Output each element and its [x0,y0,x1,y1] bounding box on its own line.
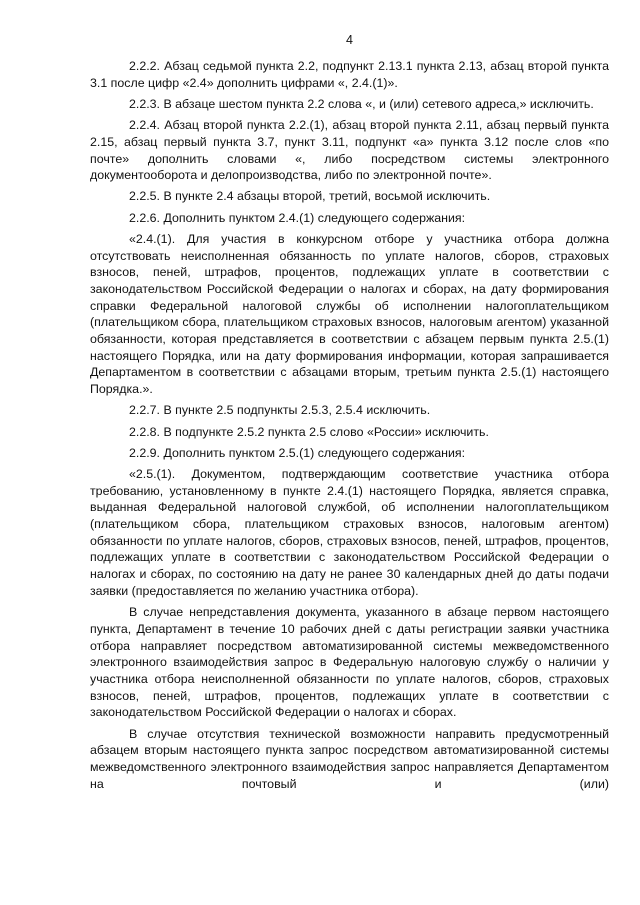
paragraph-no-technical-possibility: В случае отсутствия технической возможности направить предусмотренный абзацем вторым настоящего пункта запрос посредством автоматизированной системы межведомственного электронного взаимодействия запрос направляется Департаментом на почтовый и (или) [90,726,609,791]
paragraph-2-2-2: 2.2.2. Абзац седьмой пункта 2.2, подпункт 2.13.1 пункта 2.13, абзац второй пункта 3.1 после цифр «2.4» дополнить цифрами «, 2.4.(1)». [90,59,609,90]
paragraph-2-2-6: 2.2.6. Дополнить пунктом 2.4.(1) следующего содержания: [129,210,466,225]
paragraph-2-5-1-text: «2.5.(1). Документом, подтверждающим соответствие участника отбора требованию, установленному в пункте 2.4.(1) настоящего Порядка, является справка, выданная Федеральной налоговой службой, об исполнении налогоплательщиком (плательщиком сбора, плательщиком страховых взносов, налоговым агентом) обязанности по уплате налогов, сборов, страховых взносов, пеней, штрафов, процентов, подлежащих уплате в соответствии с законодательством Российской Федерации о налогах и сборах, по состоянию на дату не ранее 30 календарных дней до даты подачи заявки (предоставляется по желанию участника отбора). [90,466,609,598]
paragraph-2-2-5: 2.2.5. В пункте 2.4 абзацы второй, третий, восьмой исключить. [129,189,491,204]
paragraph-2-2-7: 2.2.7. В пункте 2.5 подпункты 2.5.3, 2.5.4 исключить. [129,403,431,418]
paragraph-2-2-4: 2.2.4. Абзац второй пункта 2.2.(1), абзац второй пункта 2.11, абзац первый пункта 2.15, абзац первый пункта 3.7, пункт 3.11, подпункт «а» пункта 3.12 после слов «по почте» дополнить словами «, либо посредством системы электронного документооборота и делопроизводства, либо по электронной почте». [90,118,609,183]
document-body [90,58,609,792]
paragraph-2-2-9: 2.2.9. Дополнить пунктом 2.5.(1) следующего содержания: [129,445,466,460]
paragraph-2-4-1-text: «2.4.(1). Для участия в конкурсном отборе у участника отбора должна отсутствовать неисполненная обязанность по уплате налогов, сборов, страховых взносов, пеней, штрафов, процентов, подлежащих уплате в соответствии с законодательством Российской Федерации о налогах и сборах, на дату формирования справки Федеральной налоговой службы об исполнении налогоплательщиком (плательщиком сбора, плательщиком страховых взносов, налоговым агентом) указанной обязанности, которая представляется в соответствии с абзацем первым пункта 2.5.(1) настоящего Порядка, или на дату формирования информации, которая запрашивается Департаментом в соответствии с абзацами вторым, третьим пункта 2.5.(1) настоящего Порядка.». [90,231,609,397]
page-number: 4 [346,33,353,47]
paragraph-2-2-3: 2.2.3. В абзаце шестом пункта 2.2 слова «, и (или) сетевого адреса,» исключить. [129,96,594,111]
paragraph-2-2-8: 2.2.8. В подпункте 2.5.2 пункта 2.5 слово «России» исключить. [129,424,489,439]
paragraph-nonsubmission-case: В случае непредставления документа, указанного в абзаце первом настоящего пункта, Департамент в течение 10 рабочих дней с даты регистрации заявки участника отбора направляет посредством автоматизированной системы межведомственного электронного взаимодействия запрос в Федеральную налоговую службу о наличии у участника отбора неисполненной обязанности по уплате налогов, сборов, страховых взносов, пеней, штрафов, процентов, подлежащих уплате в соответствии с законодательством Российской Федерации о налогах и сборах. [90,605,609,720]
